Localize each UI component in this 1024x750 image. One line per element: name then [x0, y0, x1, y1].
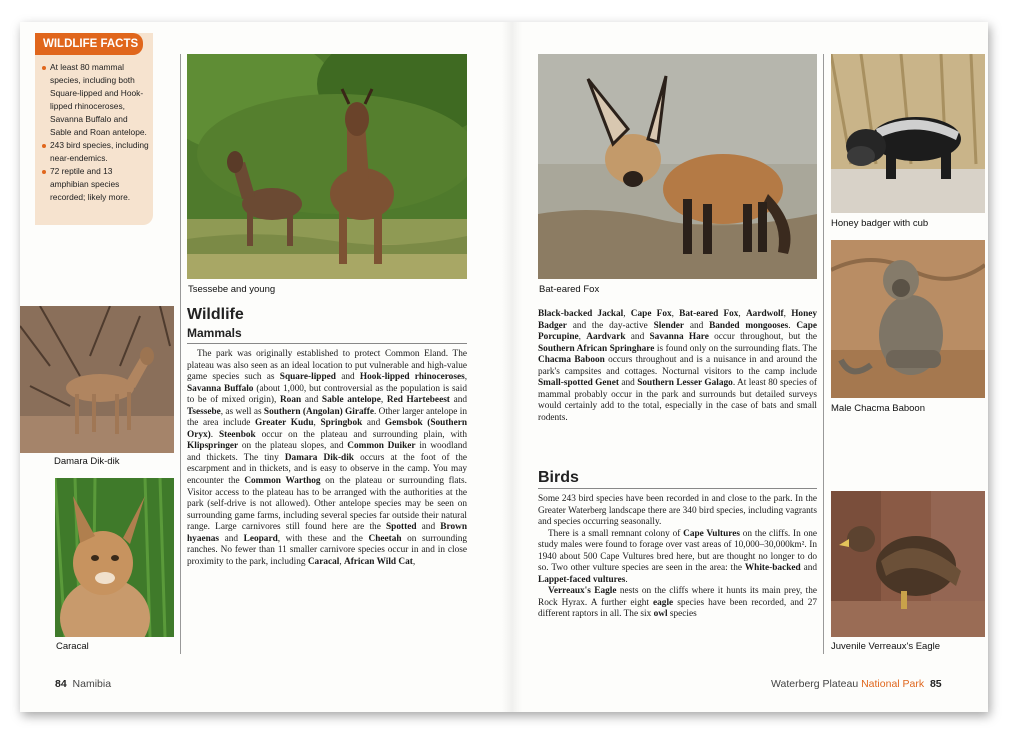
wildlife-facts-title: WILDLIFE FACTS	[35, 33, 143, 55]
wildlife-facts-box	[35, 33, 153, 225]
birds-body-text: Some 243 bird species have been recorded in and close to the park. In the Greater Waterberg landscape there are 340 bird species, including vagrants and species occurring seasonally. There is a small remnant colony of Cape Vultures on the cliffs. In one study males were found to forage over vast areas of 10,000–30,000km². In 1940 about 500 Cape Vultures bred here, but are thought no longer to do so. Two other vulture species are seen in the area: the White-backed and Lappet-faced vultures. Verreaux's Eagle nests on the cliffs where it hunts its main prey, the Rock Hyrax. A further eight eagle species have been recorded, and 27 different raptors in all. The six owl species	[538, 494, 817, 620]
eagle-caption: Juvenile Verreaux's Eagle	[831, 641, 941, 652]
right-page-number: 85	[929, 678, 942, 690]
fox-caption: Bat-eared Fox	[539, 284, 600, 295]
wildlife-heading: Wildlife	[187, 306, 244, 323]
badger-caption: Honey badger with cub	[831, 218, 929, 229]
caracal-caption: Caracal	[56, 641, 89, 652]
left-page-label: Namibia	[72, 678, 112, 690]
column-rule	[180, 54, 181, 654]
right-page-label: Waterberg Plateau	[771, 678, 859, 690]
wildlife-facts-list	[41, 61, 149, 204]
mammals-heading: Mammals	[187, 326, 242, 340]
heading-rule	[187, 343, 467, 344]
dikdik-photo	[20, 306, 174, 453]
caracal-photo	[55, 478, 174, 637]
mammals-body-text: The park was originally established to protect Common Eland. The plateau was also seen as an ideal location to put vulnerable and high-value game species such as Square-lipped and Hook-lipped rhinoceroses, Savanna Buffalo (about 1,000, but controversial as the population is said to be of mixed origin), Roan and Sable antelope, Red Hartebeest and Tsessebe, as well as Southern (Angolan) Giraffe. Other larger antelope in the area include Greater Kudu, Springbok and Gemsbok (Southern Oryx). Steenbok occur on the plateau and surrounding plain, with Klipspringer on the plateau slopes, and Common Duiker in woodland and thickets. The tiny Damara Dik-dik occurs at the foot of the escarpment and in thickets, and is easy to observe in the camp. You may encounter the Common Warthog on the plateau or surrounding flats. Visitor access to the plateau has to be arranged with the authorities at the park (self-drive is not allowed). Other antelope species may be seen on surrounding game farms, including several species far outside their natural range. Large carnivores still found here are the Spotted and Brown hyaenas and Leopard, with these and the Cheetah on surrounding ranches. No fewer than 11 smaller carnivore species occur in and in close proximity to the park, including Caracal, African Wild Cat,	[187, 349, 467, 567]
left-folio	[55, 678, 111, 690]
fact-item: 72 reptile and 13 amphibian species recorded; likely more.	[41, 165, 149, 204]
right-column-rule	[823, 54, 824, 654]
baboon-caption: Male Chacma Baboon	[831, 403, 925, 414]
dikdik-caption: Damara Dik-dik	[54, 456, 120, 467]
tsessebe-caption: Tsessebe and young	[188, 284, 276, 295]
right-folio	[771, 678, 942, 690]
tsessebe-photo	[187, 54, 467, 279]
eagle-photo	[831, 491, 985, 637]
honey-badger-photo	[831, 54, 985, 213]
fact-item: At least 80 mammal species, including both Square-lipped and Hook-lipped rhinoceroses, Savanna Buffalo and Sable and Roan antelope.	[41, 61, 149, 139]
left-page-number: 84	[55, 678, 67, 690]
birds-heading-rule	[538, 488, 817, 489]
right-page-sublabel: National Park	[861, 678, 925, 690]
fact-item: 243 bird species, including near-endemics.	[41, 139, 149, 165]
birds-heading: Birds	[538, 469, 579, 486]
mammals-body-text-continued: Black-backed Jackal, Cape Fox, Bat-eared Fox, Aardwolf, Honey Badger and the day-active Slender and Banded mongooses. Cape Porcupine, Aardvark and Savanna Hare occur throughout, but the Southern African Springhare is found only on the surrounding flats. The Chacma Baboon occurs throughout and is a nuisance in and around the park's campsites and cottages. Nocturnal visitors to the camp include Small-spotted Genet and Southern Lesser Galago. At least 80 species of mammal probably occur in the park and surrounds but detailed surveys would certainly add to the total, especially in the case of bats and small rodents.	[538, 309, 817, 423]
baboon-photo	[831, 240, 985, 398]
bat-eared-fox-photo	[538, 54, 817, 279]
